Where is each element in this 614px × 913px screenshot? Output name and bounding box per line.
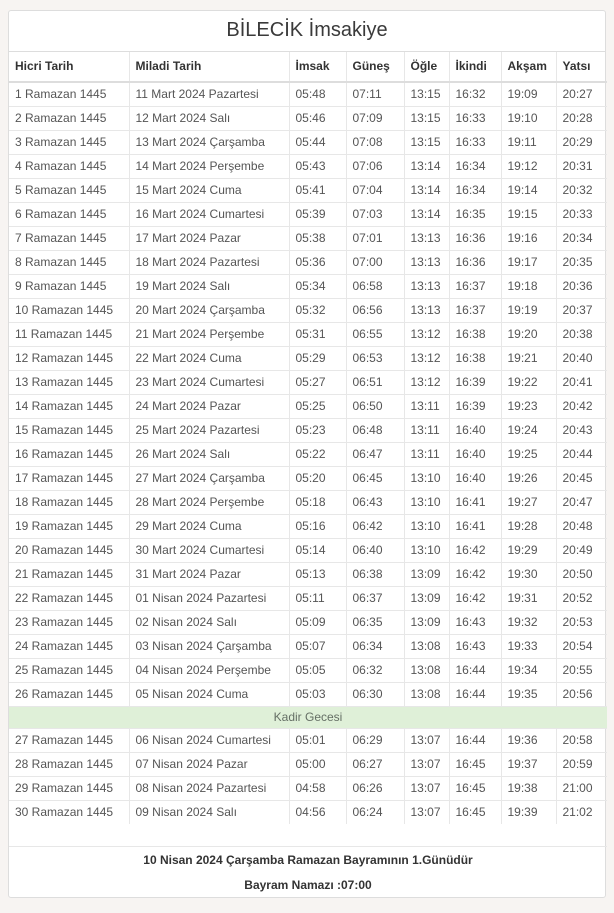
table-cell: 20:37 — [556, 299, 607, 323]
table-cell: 06:55 — [346, 323, 404, 347]
column-header-aksam: Akşam — [501, 52, 556, 82]
table-cell: 3 Ramazan 1445 — [9, 131, 129, 155]
table-cell: 13:15 — [404, 131, 449, 155]
column-header-ikindi: İkindi — [449, 52, 501, 82]
table-cell: 16:45 — [449, 777, 501, 801]
table-cell: 03 Nisan 2024 Çarşamba — [129, 635, 289, 659]
table-cell: 13:09 — [404, 611, 449, 635]
table-cell: 19:15 — [501, 203, 556, 227]
imsakiye-panel — [8, 10, 606, 898]
table-cell: 17 Mart 2024 Pazar — [129, 227, 289, 251]
table-cell: 04:58 — [289, 777, 346, 801]
table-cell: 20:43 — [556, 419, 607, 443]
table-cell: 19:32 — [501, 611, 556, 635]
table-cell: 19 Mart 2024 Salı — [129, 275, 289, 299]
column-header-hicri-tarih: Hicri Tarih — [9, 52, 129, 82]
table-cell: 16:40 — [449, 419, 501, 443]
table-cell: 05:18 — [289, 491, 346, 515]
table-cell: 19:25 — [501, 443, 556, 467]
table-cell: 15 Ramazan 1445 — [9, 419, 129, 443]
table-row — [9, 563, 607, 587]
table-cell: 7 Ramazan 1445 — [9, 227, 129, 251]
table-cell: 14 Ramazan 1445 — [9, 395, 129, 419]
table-row — [9, 227, 607, 251]
table-row — [9, 467, 607, 491]
table-row — [9, 443, 607, 467]
table-cell: 06:51 — [346, 371, 404, 395]
table-cell: 13:07 — [404, 753, 449, 777]
footer-cell — [9, 846, 607, 897]
table-cell: 23 Mart 2024 Cumartesi — [129, 371, 289, 395]
table-cell: 24 Ramazan 1445 — [9, 635, 129, 659]
table-cell: 05:11 — [289, 587, 346, 611]
table-cell: 20:31 — [556, 155, 607, 179]
table-row — [9, 801, 607, 825]
table-cell: 6 Ramazan 1445 — [9, 203, 129, 227]
table-cell: 16:33 — [449, 107, 501, 131]
table-cell: 20:34 — [556, 227, 607, 251]
table-cell: 16:39 — [449, 371, 501, 395]
table-cell: 19:27 — [501, 491, 556, 515]
table-cell: 19:18 — [501, 275, 556, 299]
table-cell: 05:34 — [289, 275, 346, 299]
table-cell: 16 Ramazan 1445 — [9, 443, 129, 467]
table-cell: 16:35 — [449, 203, 501, 227]
table-cell: 05:29 — [289, 347, 346, 371]
table-cell: 05:31 — [289, 323, 346, 347]
table-cell: 05:43 — [289, 155, 346, 179]
table-cell: 20:41 — [556, 371, 607, 395]
table-cell: 13:12 — [404, 347, 449, 371]
table-cell: 06:50 — [346, 395, 404, 419]
table-cell: 05:41 — [289, 179, 346, 203]
table-cell: 06:32 — [346, 659, 404, 683]
table-cell: 13:15 — [404, 107, 449, 131]
spacer-row — [9, 824, 607, 846]
table-cell: 06:42 — [346, 515, 404, 539]
table-cell: 19:12 — [501, 155, 556, 179]
table-cell: 20:55 — [556, 659, 607, 683]
table-cell: 05:03 — [289, 683, 346, 707]
table-cell: 19:36 — [501, 729, 556, 753]
table-cell: 15 Mart 2024 Cuma — [129, 179, 289, 203]
table-cell: 06:26 — [346, 777, 404, 801]
table-cell: 20:40 — [556, 347, 607, 371]
table-cell: 13:12 — [404, 323, 449, 347]
table-cell: 06:48 — [346, 419, 404, 443]
table-row — [9, 587, 607, 611]
table-cell: 19:09 — [501, 82, 556, 107]
table-cell: 13 Mart 2024 Çarşamba — [129, 131, 289, 155]
table-cell: 05:25 — [289, 395, 346, 419]
table-cell: 13:07 — [404, 801, 449, 825]
table-row — [9, 395, 607, 419]
table-cell: 02 Nisan 2024 Salı — [129, 611, 289, 635]
table-cell: 05:46 — [289, 107, 346, 131]
prayer-times-table — [9, 52, 607, 897]
table-cell: 20:28 — [556, 107, 607, 131]
table-cell: 19:10 — [501, 107, 556, 131]
table-row — [9, 611, 607, 635]
table-cell: 19:29 — [501, 539, 556, 563]
table-cell: 21 Ramazan 1445 — [9, 563, 129, 587]
table-cell: 19:33 — [501, 635, 556, 659]
table-cell: 19:35 — [501, 683, 556, 707]
table-cell: 05:39 — [289, 203, 346, 227]
table-row — [9, 683, 607, 707]
table-cell: 29 Ramazan 1445 — [9, 777, 129, 801]
table-cell: 19:19 — [501, 299, 556, 323]
table-row — [9, 107, 607, 131]
table-cell: 19 Ramazan 1445 — [9, 515, 129, 539]
table-cell: 16:40 — [449, 467, 501, 491]
table-cell: 21 Mart 2024 Perşembe — [129, 323, 289, 347]
table-cell: 13:14 — [404, 179, 449, 203]
table-body — [9, 82, 607, 824]
table-cell: 05:22 — [289, 443, 346, 467]
table-cell: 19:38 — [501, 777, 556, 801]
table-cell: 18 Ramazan 1445 — [9, 491, 129, 515]
table-cell: 16:43 — [449, 611, 501, 635]
spacer-cell — [9, 824, 607, 846]
table-cell: 06:40 — [346, 539, 404, 563]
bayram-namaz-time: Bayram Namazı :07:00 — [244, 877, 372, 892]
column-header-gunes: Güneş — [346, 52, 404, 82]
table-cell: 13:10 — [404, 539, 449, 563]
table-cell: 06:37 — [346, 587, 404, 611]
table-cell: 13:09 — [404, 563, 449, 587]
table-cell: 06:27 — [346, 753, 404, 777]
table-cell: 06:35 — [346, 611, 404, 635]
table-cell: 06:34 — [346, 635, 404, 659]
column-header-ogle: Öğle — [404, 52, 449, 82]
table-cell: 16:45 — [449, 801, 501, 825]
table-cell: 06:29 — [346, 729, 404, 753]
table-cell: 07 Nisan 2024 Pazar — [129, 753, 289, 777]
table-cell: 21:02 — [556, 801, 607, 825]
table-cell: 06:30 — [346, 683, 404, 707]
table-cell: 19:16 — [501, 227, 556, 251]
table-cell: 20:42 — [556, 395, 607, 419]
table-cell: 25 Ramazan 1445 — [9, 659, 129, 683]
table-cell: 20:52 — [556, 587, 607, 611]
table-cell: 13 Ramazan 1445 — [9, 371, 129, 395]
table-row — [9, 179, 607, 203]
table-cell: 16:44 — [449, 659, 501, 683]
table-cell: 19:30 — [501, 563, 556, 587]
table-cell: 20:36 — [556, 275, 607, 299]
table-cell: 05:32 — [289, 299, 346, 323]
table-cell: 06:53 — [346, 347, 404, 371]
table-cell: 20:59 — [556, 753, 607, 777]
table-cell: 30 Ramazan 1445 — [9, 801, 129, 825]
table-cell: 19:28 — [501, 515, 556, 539]
table-row — [9, 659, 607, 683]
table-cell: 20 Ramazan 1445 — [9, 539, 129, 563]
table-row — [9, 275, 607, 299]
table-cell: 19:26 — [501, 467, 556, 491]
table-cell: 20:32 — [556, 179, 607, 203]
table-cell: 13:08 — [404, 659, 449, 683]
table-cell: 16:38 — [449, 323, 501, 347]
table-cell: 12 Mart 2024 Salı — [129, 107, 289, 131]
table-cell: 16:33 — [449, 131, 501, 155]
table-cell: 22 Mart 2024 Cuma — [129, 347, 289, 371]
table-cell: 20:53 — [556, 611, 607, 635]
table-cell: 13:13 — [404, 299, 449, 323]
kadir-gecesi-label: Kadir Gecesi — [9, 707, 607, 729]
table-cell: 13:10 — [404, 515, 449, 539]
page-title: BİLECİK İmsakiye — [9, 11, 605, 52]
table-row — [9, 251, 607, 275]
table-cell: 07:00 — [346, 251, 404, 275]
table-row — [9, 753, 607, 777]
table-row — [9, 131, 607, 155]
table-cell: 24 Mart 2024 Pazar — [129, 395, 289, 419]
table-cell: 01 Nisan 2024 Pazartesi — [129, 587, 289, 611]
table-cell: 4 Ramazan 1445 — [9, 155, 129, 179]
table-cell: 13:15 — [404, 82, 449, 107]
table-cell: 05:36 — [289, 251, 346, 275]
table-cell: 05:01 — [289, 729, 346, 753]
table-cell: 12 Ramazan 1445 — [9, 347, 129, 371]
table-cell: 05:23 — [289, 419, 346, 443]
table-cell: 8 Ramazan 1445 — [9, 251, 129, 275]
table-cell: 06 Nisan 2024 Cumartesi — [129, 729, 289, 753]
table-row — [9, 539, 607, 563]
table-cell: 20 Mart 2024 Çarşamba — [129, 299, 289, 323]
table-cell: 13:14 — [404, 203, 449, 227]
table-cell: 19:34 — [501, 659, 556, 683]
table-row — [9, 347, 607, 371]
table-cell: 20:50 — [556, 563, 607, 587]
footer-row — [9, 846, 607, 897]
table-row — [9, 515, 607, 539]
table-cell: 20:38 — [556, 323, 607, 347]
table-cell: 13:10 — [404, 467, 449, 491]
header-row — [9, 52, 607, 82]
table-cell: 28 Mart 2024 Perşembe — [129, 491, 289, 515]
table-cell: 29 Mart 2024 Cuma — [129, 515, 289, 539]
table-row — [9, 777, 607, 801]
table-cell: 06:38 — [346, 563, 404, 587]
table-cell: 13:08 — [404, 683, 449, 707]
table-cell: 16:34 — [449, 155, 501, 179]
table-cell: 13:13 — [404, 275, 449, 299]
table-cell: 16:39 — [449, 395, 501, 419]
table-cell: 05 Nisan 2024 Cuma — [129, 683, 289, 707]
table-cell: 17 Ramazan 1445 — [9, 467, 129, 491]
table-cell: 20:49 — [556, 539, 607, 563]
table-cell: 13:11 — [404, 443, 449, 467]
table-row — [9, 419, 607, 443]
table-row — [9, 155, 607, 179]
table-cell: 06:45 — [346, 467, 404, 491]
table-cell: 09 Nisan 2024 Salı — [129, 801, 289, 825]
table-cell: 20:35 — [556, 251, 607, 275]
table-cell: 07:06 — [346, 155, 404, 179]
table-cell: 05:07 — [289, 635, 346, 659]
table-cell: 08 Nisan 2024 Pazartesi — [129, 777, 289, 801]
table-cell: 20:47 — [556, 491, 607, 515]
column-header-yatsi: Yatsı — [556, 52, 607, 82]
table-cell: 16:42 — [449, 563, 501, 587]
kadir-gecesi-row — [9, 707, 607, 729]
table-cell: 16:44 — [449, 729, 501, 753]
table-cell: 07:11 — [346, 82, 404, 107]
table-cell: 05:13 — [289, 563, 346, 587]
table-cell: 20:29 — [556, 131, 607, 155]
table-cell: 5 Ramazan 1445 — [9, 179, 129, 203]
table-cell: 07:03 — [346, 203, 404, 227]
table-cell: 05:48 — [289, 82, 346, 107]
table-cell: 13:13 — [404, 251, 449, 275]
table-cell: 10 Ramazan 1445 — [9, 299, 129, 323]
table-cell: 16:36 — [449, 251, 501, 275]
table-cell: 06:56 — [346, 299, 404, 323]
table-cell: 31 Mart 2024 Pazar — [129, 563, 289, 587]
table-row — [9, 82, 607, 107]
table-cell: 19:24 — [501, 419, 556, 443]
table-cell: 04:56 — [289, 801, 346, 825]
table-cell: 06:47 — [346, 443, 404, 467]
table-cell: 16:38 — [449, 347, 501, 371]
table-cell: 05:14 — [289, 539, 346, 563]
table-cell: 1 Ramazan 1445 — [9, 82, 129, 107]
table-cell: 16:42 — [449, 539, 501, 563]
table-row — [9, 299, 607, 323]
table-cell: 05:05 — [289, 659, 346, 683]
table-cell: 23 Ramazan 1445 — [9, 611, 129, 635]
table-cell: 19:20 — [501, 323, 556, 347]
table-cell: 28 Ramazan 1445 — [9, 753, 129, 777]
table-cell: 04 Nisan 2024 Perşembe — [129, 659, 289, 683]
bayram-note: 10 Nisan 2024 Çarşamba Ramazan Bayramının 1.Günüdür — [143, 852, 473, 867]
table-cell: 07:09 — [346, 107, 404, 131]
table-cell: 11 Ramazan 1445 — [9, 323, 129, 347]
table-cell: 13:08 — [404, 635, 449, 659]
table-cell: 21:00 — [556, 777, 607, 801]
table-cell: 20:27 — [556, 82, 607, 107]
table-cell: 07:01 — [346, 227, 404, 251]
table-cell: 19:11 — [501, 131, 556, 155]
table-cell: 13:13 — [404, 227, 449, 251]
table-cell: 06:43 — [346, 491, 404, 515]
table-cell: 16:41 — [449, 515, 501, 539]
table-cell: 05:38 — [289, 227, 346, 251]
table-cell: 13:12 — [404, 371, 449, 395]
table-cell: 18 Mart 2024 Pazartesi — [129, 251, 289, 275]
table-row — [9, 729, 607, 753]
table-cell: 27 Mart 2024 Çarşamba — [129, 467, 289, 491]
table-row — [9, 371, 607, 395]
table-cell: 19:14 — [501, 179, 556, 203]
table-cell: 07:04 — [346, 179, 404, 203]
column-header-miladi-tarih: Miladi Tarih — [129, 52, 289, 82]
table-cell: 11 Mart 2024 Pazartesi — [129, 82, 289, 107]
table-row — [9, 203, 607, 227]
table-row — [9, 635, 607, 659]
table-cell: 25 Mart 2024 Pazartesi — [129, 419, 289, 443]
table-cell: 16 Mart 2024 Cumartesi — [129, 203, 289, 227]
table-cell: 05:00 — [289, 753, 346, 777]
table-cell: 20:48 — [556, 515, 607, 539]
table-cell: 13:11 — [404, 395, 449, 419]
table-cell: 05:09 — [289, 611, 346, 635]
table-cell: 13:09 — [404, 587, 449, 611]
column-header-imsak: İmsak — [289, 52, 346, 82]
table-cell: 13:07 — [404, 777, 449, 801]
table-cell: 06:58 — [346, 275, 404, 299]
table-cell: 19:21 — [501, 347, 556, 371]
table-cell: 05:27 — [289, 371, 346, 395]
table-cell: 22 Ramazan 1445 — [9, 587, 129, 611]
table-cell: 05:44 — [289, 131, 346, 155]
table-cell: 16:37 — [449, 299, 501, 323]
table-cell: 16:32 — [449, 82, 501, 107]
table-row — [9, 323, 607, 347]
table-cell: 13:07 — [404, 729, 449, 753]
table-cell: 16:34 — [449, 179, 501, 203]
table-cell: 16:37 — [449, 275, 501, 299]
table-cell: 16:40 — [449, 443, 501, 467]
table-cell: 05:16 — [289, 515, 346, 539]
table-cell: 20:54 — [556, 635, 607, 659]
table-cell: 20:58 — [556, 729, 607, 753]
table-cell: 07:08 — [346, 131, 404, 155]
table-cell: 20:33 — [556, 203, 607, 227]
table-cell: 13:11 — [404, 419, 449, 443]
table-cell: 19:23 — [501, 395, 556, 419]
table-cell: 19:37 — [501, 753, 556, 777]
table-cell: 26 Ramazan 1445 — [9, 683, 129, 707]
table-cell: 19:17 — [501, 251, 556, 275]
table-cell: 19:39 — [501, 801, 556, 825]
table-cell: 20:45 — [556, 467, 607, 491]
table-cell: 14 Mart 2024 Perşembe — [129, 155, 289, 179]
table-cell: 27 Ramazan 1445 — [9, 729, 129, 753]
table-cell: 13:14 — [404, 155, 449, 179]
table-cell: 9 Ramazan 1445 — [9, 275, 129, 299]
table-row — [9, 491, 607, 515]
table-cell: 19:31 — [501, 587, 556, 611]
table-cell: 16:41 — [449, 491, 501, 515]
table-cell: 16:45 — [449, 753, 501, 777]
table-cell: 19:22 — [501, 371, 556, 395]
table-cell: 20:44 — [556, 443, 607, 467]
table-cell: 16:42 — [449, 587, 501, 611]
table-cell: 16:36 — [449, 227, 501, 251]
table-cell: 30 Mart 2024 Cumartesi — [129, 539, 289, 563]
table-cell: 13:10 — [404, 491, 449, 515]
table-cell: 2 Ramazan 1445 — [9, 107, 129, 131]
table-cell: 26 Mart 2024 Salı — [129, 443, 289, 467]
table-cell: 06:24 — [346, 801, 404, 825]
table-cell: 16:44 — [449, 683, 501, 707]
table-cell: 20:56 — [556, 683, 607, 707]
table-cell: 16:43 — [449, 635, 501, 659]
table-cell: 05:20 — [289, 467, 346, 491]
